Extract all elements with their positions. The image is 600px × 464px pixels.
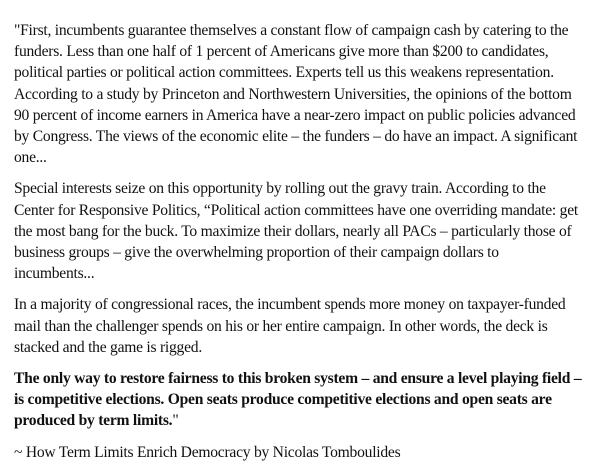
closing-quote-mark: " <box>172 412 179 430</box>
quote-paragraph-1: "First, incumbents guarantee themselves a constant flow of campaign cash by catering to the funders. Less than one half of 1 percent of Americans give more than $200 to candidates, political parties or political action committees. Experts tell us this weakens representation. According to a study by Princeton and Northwestern Universities, the opinions of the bottom 90 percent of income earners in America have a near-zero impact on public policies advanced by Congress. The views of the economic elite – the funders – do have an impact. A significant one... <box>14 22 578 167</box>
quote-citation: ~ How Term Limits Enrich Democracy by Nicolas Tomboulides <box>14 443 401 461</box>
quote-paragraph-4 <box>14 368 582 432</box>
quote-paragraph-2: Special interests seize on this opportunity by rolling out the gravy train. According to the Center for Responsive Politics, “Political action committees have one overriding mandate: get the most bang for the buck. To maximize their dollars, nearly all PACs – particularly those of business groups – give the overwhelming proportion of their campaign dollars to incumbents... <box>14 180 578 283</box>
quote-paragraph-3: In a majority of congressional races, the incumbent spends more money on taxpayer-funded mail than the challenger spends on his or her entire campaign. In other words, the deck is stacked and the game is rigged. <box>14 296 566 356</box>
quote-bold-conclusion: The only way to restore fairness to this broken system – and ensure a level playing field – is competitive elections. Open seats produce competitive elections and open seats are produced by term limits. <box>14 370 582 430</box>
